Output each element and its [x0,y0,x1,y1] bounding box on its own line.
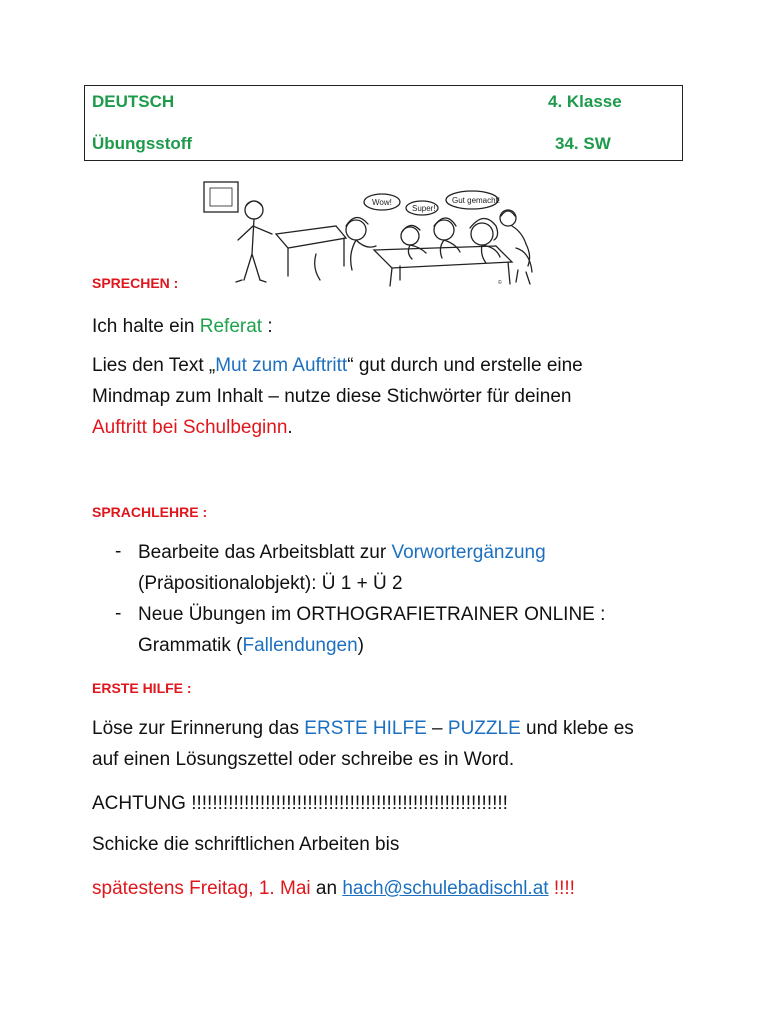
sprechen-paragraph-line1 [92,350,583,381]
sprechen-paragraph-line2: Mindmap zum Inhalt – nutze diese Stichwörter für deinen [92,386,572,407]
svg-text:©: © [498,280,502,286]
deadline-line2 [92,873,575,904]
text-run: Grammatik ( [138,635,243,656]
sprechen-paragraph-line3 [92,412,293,443]
bubble-text-1: Wow! [372,198,392,207]
list-bullet: - [115,603,122,624]
exclamation-suffix: !!!! [548,878,575,899]
bubble-text-3: Gut gemacht! [452,196,501,205]
highlight-referat: Referat [199,316,263,337]
grade-label: 4. Klasse [548,92,622,111]
week-label: 34. SW [555,134,611,153]
highlight-erste-hilfe: ERSTE HILFE [304,718,427,739]
highlight-vorwortergaenzung: Vorwortergänzung [391,542,546,563]
list-item-orthografietrainer: Neue Übungen im ORTHOGRAFIETRAINER ONLINE : [138,604,606,625]
text-run: Ich halte ein [92,316,200,337]
erste-hilfe-line1 [92,713,634,744]
deadline-date: spätestens Freitag, 1. Mai [92,878,311,899]
text-run: ) [357,635,364,656]
list-item-arbeitsblatt [138,537,546,568]
deadline-line1: Schicke die schriftlichen Arbeiten bis [92,834,400,855]
email-link[interactable]: hach@schulebadischl.at [342,878,549,899]
text-run: . [287,417,293,438]
text-run: “ gut durch und erstelle eine [347,355,583,376]
sprechen-line-referat [92,311,273,342]
text-run: – [426,718,448,739]
text-run: Löse zur Erinnerung das [92,718,305,739]
classroom-cartoon-icon [196,176,548,288]
text-run: : [262,316,273,337]
subject-label: DEUTSCH [92,92,175,111]
list-bullet: - [115,541,122,562]
erste-hilfe-line2: auf einen Lösungszettel oder schreibe es in Word. [92,749,515,770]
text-run: Bearbeite das Arbeitsblatt zur [138,542,392,563]
heading-erste-hilfe: ERSTE HILFE : [92,680,192,696]
list-item-orthografietrainer-line2 [138,630,364,661]
highlight-puzzle: PUZZLE [447,718,521,739]
highlight-fallendungen: Fallendungen [242,635,358,656]
achtung-line: ACHTUNG !!!!!!!!!!!!!!!!!!!!!!!!!!!!!!!!!!!!!!!!!!!!!!!!!!!!!!!!!!!! [92,793,508,814]
text-run: an [310,878,343,899]
text-run: und klebe es [520,718,634,739]
heading-sprachlehre: SPRACHLEHRE : [92,504,208,520]
heading-sprechen: SPRECHEN : [92,275,179,291]
bubble-text-2: Super! [412,204,436,213]
topic-label: Übungsstoff [92,134,193,153]
list-item-arbeitsblatt-line2: (Präpositionalobjekt): Ü 1 + Ü 2 [138,573,403,594]
highlight-auftritt: Auftritt bei Schulbeginn [92,417,288,438]
text-run: Lies den Text „ [92,355,216,376]
highlight-mut-zum-auftritt: Mut zum Auftritt [215,355,348,376]
